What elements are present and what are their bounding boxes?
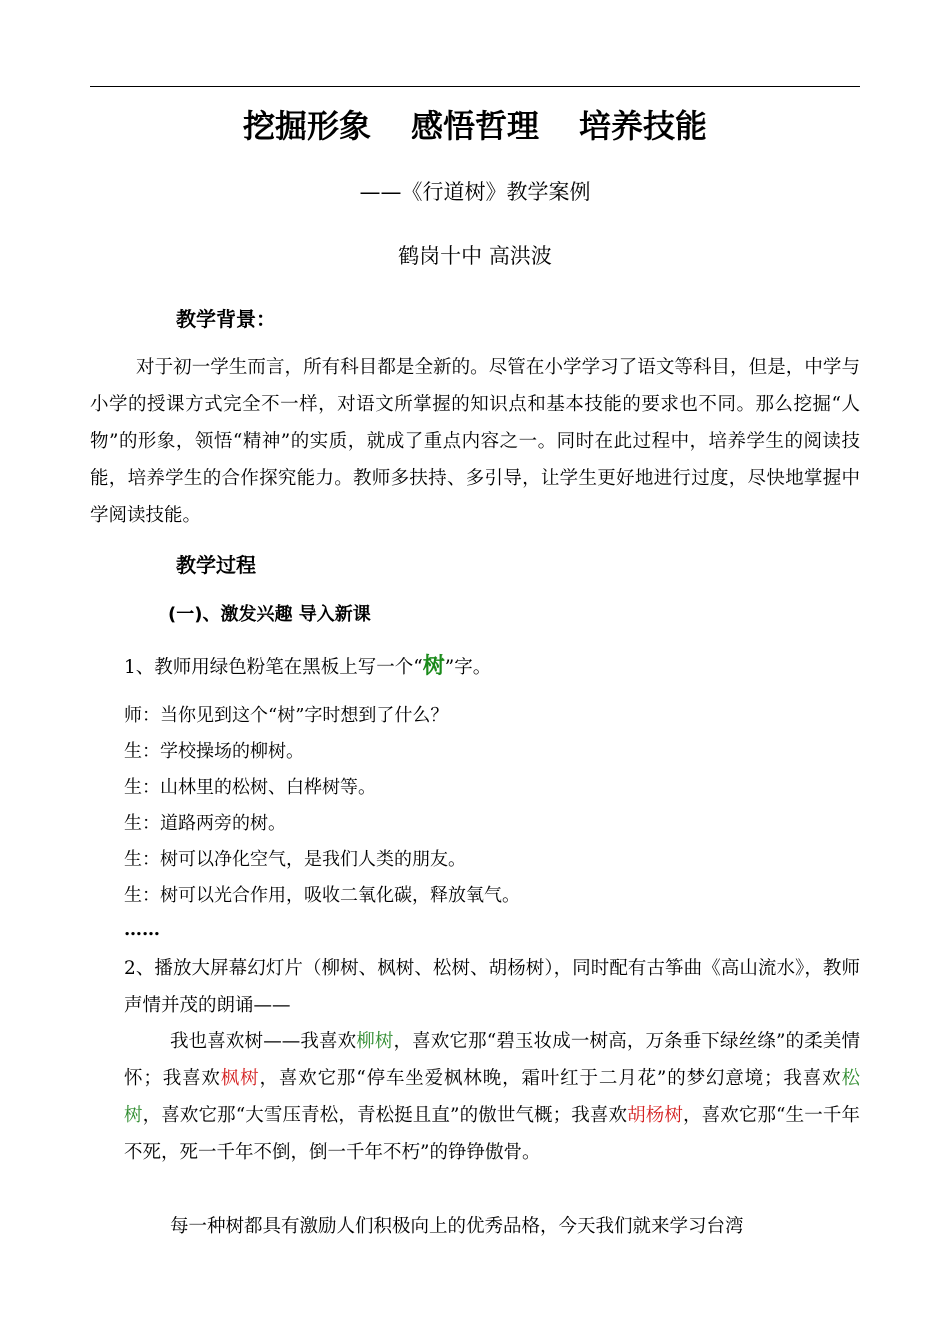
dialogue-line: 生：学校操场的柳树。	[124, 741, 304, 762]
recital-text: ，喜欢它那“大雪压青松，青松挺且直”的傲世气概；我喜欢	[142, 1105, 628, 1126]
dialogue-line: 师：当你见到这个“树”字时想到了什么？	[124, 705, 449, 726]
dialogue-line: 生：树可以净化空气，是我们人类的朋友。	[124, 849, 466, 870]
dialogue-line: 生：树可以光合作用，吸收二氧化碳，释放氧气。	[124, 885, 520, 906]
background-heading: 教学背景：	[176, 307, 276, 331]
title-part-3: 培养技能	[579, 107, 708, 145]
header-rule	[90, 86, 860, 87]
page-subtitle: ——《行道树》教学案例	[359, 180, 591, 204]
recital-text: 我也喜欢树——我喜欢	[170, 1031, 357, 1052]
recital-text: ，喜欢它那“停车坐爱枫林晚，霜叶红于二月花”的梦幻意境；我喜欢	[259, 1068, 842, 1089]
ellipsis-line: ……	[124, 919, 160, 940]
dialogue-line: 生：道路两旁的树。	[124, 813, 286, 834]
page-title	[0, 104, 950, 148]
recital-paragraph	[124, 1023, 860, 1171]
title-part-1: 挖掘形象	[242, 107, 371, 145]
background-paragraph: 对于初一学生而言，所有科目都是全新的。尽管在小学学习了语文等科目，但是，中学与小学的授课方式完全不一样，对语文所掌握的知识点和基本技能的要求也不同。那么挖掘“人物”的形象，领悟“精神”的实质，就成了重点内容之一。同时在此过程中，培养学生的阅读技能，培养学生的合作探究能力。教师多扶持、多引导，让学生更好地进行过度，尽快地掌握中学阅读技能。	[90, 357, 860, 526]
title-part-2: 感悟哲理	[410, 107, 539, 145]
maple-tree-term: 枫树	[220, 1068, 260, 1089]
pine-tree-term: 松树	[124, 1068, 860, 1126]
closing-paragraph: 每一种树都具有激励人们积极向上的优秀品格，今天我们就来学习台湾	[170, 1216, 744, 1237]
step-1-suffix: ”字。	[444, 657, 492, 678]
poplar-tree-term: 胡杨树	[627, 1105, 683, 1126]
dialogue-line: 生：山林里的松树、白桦树等。	[124, 777, 376, 798]
step-1	[124, 652, 491, 683]
process-heading: 教学过程	[176, 553, 256, 577]
step-1-prefix: 1、教师用绿色粉笔在黑板上写一个“	[124, 657, 423, 678]
tree-character: 树	[422, 654, 445, 679]
willow-tree-term: 柳树	[356, 1031, 394, 1052]
recital-text: ，喜欢它那“碧玉妆成一树高，万条垂下绿丝绦”的柔美情怀；我喜欢	[124, 1031, 860, 1089]
section-1-heading: (一)、激发兴趣 导入新课	[168, 604, 371, 625]
step-2: 2、播放大屏幕幻灯片（柳树、枫树、松树、胡杨树），同时配有古筝曲《高山流水》，教师声情并茂的朗诵——	[124, 958, 860, 1016]
recital-text: ，喜欢它那“生一千年不死，死一千年不倒，倒一千年不朽”的铮铮傲骨。	[124, 1105, 860, 1163]
author-line: 鹤岗十中 高洪波	[398, 244, 552, 268]
